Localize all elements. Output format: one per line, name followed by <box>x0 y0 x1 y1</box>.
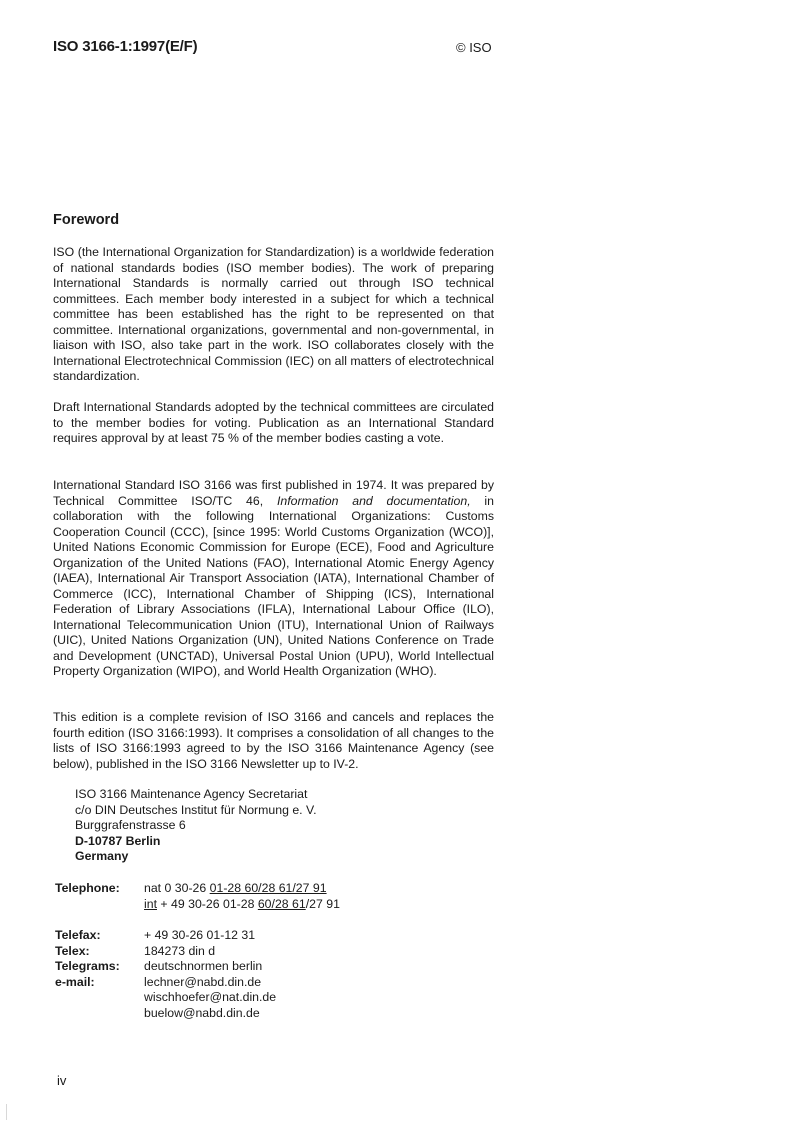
telegrams-value: deutschnormen berlin <box>144 959 263 974</box>
email-address: wischhoefer@nat.din.de <box>144 990 277 1005</box>
telephone-label: Telephone: <box>55 881 120 895</box>
paragraph-text: in collaboration with the following International Organizations: Customs Cooperation Council (CCC), [since 1995: World Customs Organization (WCO)], United Nations Economic Commission for Europe (ECE), Food and Agriculture Organization of the United Nations (FAO), International Atomic Energy Agency (IAEA), International Air Transport Association (IATA), International Chamber of Commerce (ICC), International Chamber of Shipping (ICS), International Federation of Library Associations (IFLA), International Labour Office (ILO), International Telecommunication Union (ITU), International Union of Railways (UIC), United Nations Organization (UN), United Nations Conference on Trade and Development (UNCTAD), Universal Postal Union (UPU), World Intellectual Property Organization (WIPO), and World Health Organization (WHO). <box>53 493 494 678</box>
telefax-row <box>55 928 276 944</box>
email-address: lechner@nabd.din.de <box>144 974 262 989</box>
contact-details <box>55 928 276 1022</box>
foreword-paragraph: ISO (the International Organization for Standardization) is a worldwide federation of national standards bodies (ISO member bodies). The work of preparing International Standards is normally carried out through ISO technical committees. Each member body interested in a subject for which a technical committee has been established has the right to be represented on that committee. International organizations, governmental and non-governmental, in liaison with ISO, also take part in the work. ISO collaborates closely with the International Electrotechnical Commission (IEC) on all matters of electrotechnical standardization. <box>53 245 494 383</box>
email-address: buelow@nabd.din.de <box>144 1005 260 1020</box>
telephone-values <box>144 881 340 912</box>
email-row <box>55 975 276 1022</box>
telefax-value: + 49 30-26 01-12 31 <box>144 928 256 942</box>
foreword-paragraph: Draft International Standards adopted by the technical committees are circulated to the member bodies for voting. Publication as an International Standard requires approval by at least 75 % of the member bodies casting a vote. <box>53 400 494 445</box>
telephone-international: int + 49 30-26 01-28 60/28 61/27 91 <box>144 896 340 911</box>
address-city: D-10787 Berlin <box>75 833 161 848</box>
email-label: e-mail: <box>55 974 95 989</box>
telex-label: Telex: <box>55 943 90 958</box>
secretariat-address <box>75 787 317 865</box>
address-line: Burggrafenstrasse 6 <box>75 818 186 833</box>
telephone-row <box>55 881 340 912</box>
telefax-label: Telefax: <box>55 928 101 942</box>
copyright-notice: © ISO <box>456 40 492 55</box>
foreword-paragraph <box>53 478 494 680</box>
telegrams-row <box>55 959 276 975</box>
document-code: ISO 3166-1:1997(E/F) <box>53 38 198 55</box>
telephone-extension: 60/28 61 <box>257 896 306 911</box>
telex-value: 184273 din d <box>144 943 216 958</box>
telegrams-label: Telegrams: <box>55 959 120 974</box>
email-values <box>144 975 276 1022</box>
telephone-block <box>55 881 340 912</box>
foreword-heading: Foreword <box>53 212 120 228</box>
address-line: c/o DIN Deutsches Institut für Normung e. V. <box>75 802 317 817</box>
telephone-prefix: int <box>144 896 157 911</box>
telephone-extension: 01-28 60/28 61/27 91 <box>209 881 327 895</box>
telex-row <box>55 944 276 960</box>
paragraph-text: International Standard ISO 3166 was first published in 1974. It was prepared by Technical Committee ISO/TC 46, <box>53 478 494 508</box>
foreword-paragraph: This edition is a complete revision of ISO 3166 and cancels and replaces the fourth edition (ISO 3166:1993). It comprises a consolidation of all changes to the lists of ISO 3166:1993 agreed to by the ISO 3166 Maintenance Agency (see below), published in the ISO 3166 Newsletter up to IV-2. <box>53 710 494 771</box>
address-country: Germany <box>75 849 129 864</box>
address-line: ISO 3166 Maintenance Agency Secretariat <box>75 787 308 801</box>
scan-margin-mark <box>6 1104 7 1120</box>
committee-title-italic: Information and documentation, <box>276 493 471 508</box>
page-number: iv <box>57 1073 67 1088</box>
telephone-national: nat 0 30-26 01-28 60/28 61/27 91 <box>144 881 327 895</box>
